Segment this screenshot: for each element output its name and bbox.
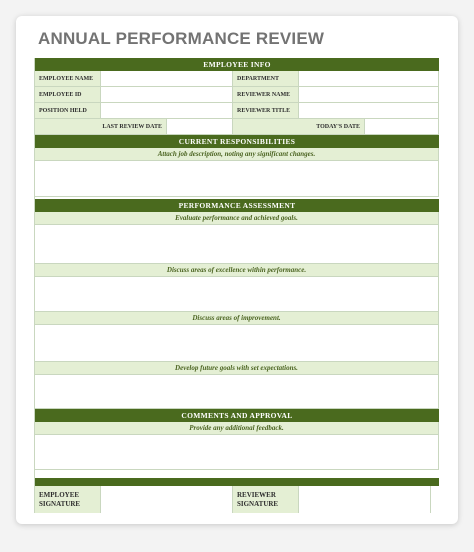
responsibilities-instruction: Attach job description, noting any significant changes. — [35, 148, 439, 161]
last-review-date-label: LAST REVIEW DATE — [35, 119, 167, 135]
assessment-field-4[interactable] — [35, 375, 439, 409]
position-held-label: POSITION HELD — [35, 103, 101, 119]
reviewer-name-label: REVIEWER NAME — [233, 87, 299, 103]
reviewer-name-field[interactable] — [299, 87, 439, 103]
assessment-field-1[interactable] — [35, 225, 439, 264]
employee-signature-field[interactable] — [101, 486, 233, 513]
review-form — [34, 58, 439, 513]
responsibilities-header: CURRENT RESPONSIBILITIES — [35, 135, 439, 148]
todays-date-label: TODAY'S DATE — [233, 119, 365, 135]
info-row-2 — [35, 87, 439, 103]
employee-signature-label: EMPLOYEE SIGNATURE — [35, 486, 101, 513]
comments-header: COMMENTS AND APPROVAL — [35, 409, 439, 422]
department-field[interactable] — [299, 71, 439, 87]
assessment-prompt-2: Discuss areas of excellence within performance. — [35, 264, 439, 277]
assessment-field-3[interactable] — [35, 325, 439, 362]
employee-name-field[interactable] — [101, 71, 233, 87]
comments-field[interactable] — [35, 435, 439, 470]
department-label: DEPARTMENT — [233, 71, 299, 87]
position-held-field[interactable] — [101, 103, 233, 119]
employee-id-label: EMPLOYEE ID — [35, 87, 101, 103]
signature-row — [35, 486, 439, 513]
assessment-header: PERFORMANCE ASSESSMENT — [35, 199, 439, 212]
comments-instruction: Provide any additional feedback. — [35, 422, 439, 435]
assessment-prompt-3: Discuss areas of improvement. — [35, 312, 439, 325]
assessment-prompt-4: Develop future goals with set expectations. — [35, 362, 439, 375]
assessment-field-2[interactable] — [35, 277, 439, 312]
section-spacer — [35, 470, 439, 478]
last-review-date-field[interactable] — [167, 119, 233, 135]
employee-name-label: EMPLOYEE NAME — [35, 71, 101, 87]
info-row-3 — [35, 103, 439, 119]
signature-divider-bar — [35, 478, 439, 486]
assessment-prompt-1: Evaluate performance and achieved goals. — [35, 212, 439, 225]
responsibilities-field[interactable] — [35, 161, 439, 197]
todays-date-field[interactable] — [365, 119, 439, 135]
page-title: ANNUAL PERFORMANCE REVIEW — [38, 29, 325, 48]
reviewer-signature-label: REVIEWER SIGNATURE — [233, 486, 299, 513]
reviewer-signature-field[interactable] — [299, 486, 431, 513]
info-row-1 — [35, 71, 439, 87]
employee-id-field[interactable] — [101, 87, 233, 103]
info-row-dates — [35, 119, 439, 135]
reviewer-title-label: REVIEWER TITLE — [233, 103, 299, 119]
reviewer-title-field[interactable] — [299, 103, 439, 119]
employee-info-header: EMPLOYEE INFO — [35, 58, 439, 71]
